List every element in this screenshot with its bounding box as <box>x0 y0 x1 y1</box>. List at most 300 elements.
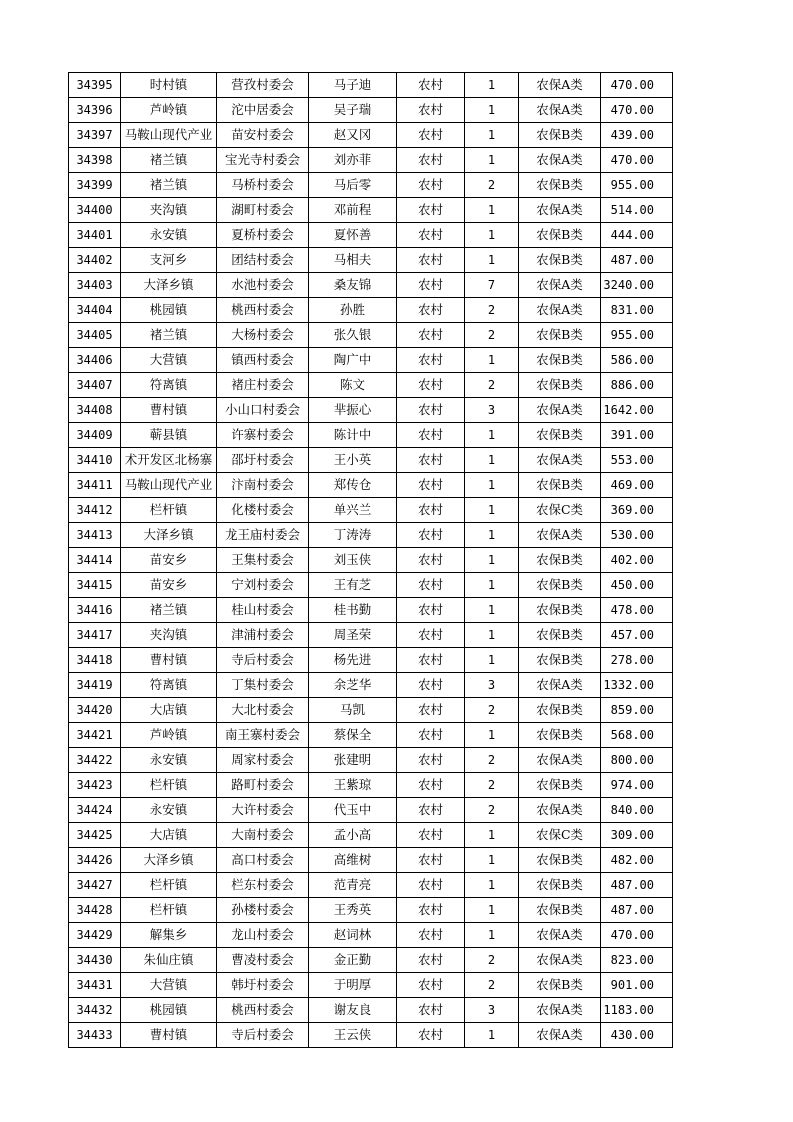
cell-person-name: 余芝华 <box>309 673 397 698</box>
cell-household-type: 农村 <box>397 798 465 823</box>
cell-insurance-category: 农保B类 <box>519 623 601 648</box>
cell-household-type: 农村 <box>397 548 465 573</box>
table-row <box>69 1023 673 1048</box>
cell-person-name: 谢友良 <box>309 998 397 1023</box>
cell-household-type: 农村 <box>397 848 465 873</box>
cell-village-committee: 大北村委会 <box>217 698 309 723</box>
cell-member-count: 2 <box>465 698 519 723</box>
cell-insurance-category: 农保B类 <box>519 698 601 723</box>
cell-member-count: 3 <box>465 998 519 1023</box>
cell-amount: 1332.00 <box>601 673 673 698</box>
cell-record-id: 34409 <box>69 423 121 448</box>
cell-member-count: 1 <box>465 923 519 948</box>
cell-record-id: 34408 <box>69 398 121 423</box>
cell-village-committee: 营孜村委会 <box>217 73 309 98</box>
table-row <box>69 998 673 1023</box>
table-row <box>69 973 673 998</box>
cell-insurance-category: 农保B类 <box>519 223 601 248</box>
cell-insurance-category: 农保B类 <box>519 123 601 148</box>
cell-town: 大营镇 <box>121 348 217 373</box>
cell-member-count: 2 <box>465 323 519 348</box>
cell-village-committee: 宝光寺村委会 <box>217 148 309 173</box>
table-row <box>69 748 673 773</box>
cell-household-type: 农村 <box>397 598 465 623</box>
table-row <box>69 448 673 473</box>
cell-village-committee: 邵圩村委会 <box>217 448 309 473</box>
cell-household-type: 农村 <box>397 298 465 323</box>
cell-amount: 831.00 <box>601 298 673 323</box>
cell-member-count: 1 <box>465 98 519 123</box>
cell-amount: 369.00 <box>601 498 673 523</box>
cell-person-name: 王有芝 <box>309 573 397 598</box>
cell-member-count: 1 <box>465 473 519 498</box>
cell-village-committee: 桂山村委会 <box>217 598 309 623</box>
table-row <box>69 223 673 248</box>
cell-record-id: 34405 <box>69 323 121 348</box>
table-row <box>69 423 673 448</box>
cell-insurance-category: 农保A类 <box>519 523 601 548</box>
cell-town: 符离镇 <box>121 673 217 698</box>
cell-village-committee: 龙山村委会 <box>217 923 309 948</box>
cell-town: 芦岭镇 <box>121 723 217 748</box>
cell-member-count: 1 <box>465 73 519 98</box>
cell-record-id: 34412 <box>69 498 121 523</box>
cell-member-count: 1 <box>465 348 519 373</box>
cell-household-type: 农村 <box>397 823 465 848</box>
cell-household-type: 农村 <box>397 148 465 173</box>
cell-amount: 391.00 <box>601 423 673 448</box>
cell-household-type: 农村 <box>397 898 465 923</box>
cell-village-committee: 镇西村委会 <box>217 348 309 373</box>
cell-village-committee: 大南村委会 <box>217 823 309 848</box>
cell-member-count: 3 <box>465 673 519 698</box>
table-row <box>69 248 673 273</box>
cell-amount: 469.00 <box>601 473 673 498</box>
cell-household-type: 农村 <box>397 123 465 148</box>
cell-member-count: 1 <box>465 223 519 248</box>
cell-village-committee: 团结村委会 <box>217 248 309 273</box>
cell-household-type: 农村 <box>397 973 465 998</box>
cell-insurance-category: 农保A类 <box>519 798 601 823</box>
cell-record-id: 34427 <box>69 873 121 898</box>
cell-person-name: 马凯 <box>309 698 397 723</box>
table-row <box>69 873 673 898</box>
cell-village-committee: 曹凌村委会 <box>217 948 309 973</box>
cell-town: 解集乡 <box>121 923 217 948</box>
table-row <box>69 323 673 348</box>
cell-household-type: 农村 <box>397 623 465 648</box>
cell-record-id: 34404 <box>69 298 121 323</box>
table-row <box>69 598 673 623</box>
cell-town: 大泽乡镇 <box>121 273 217 298</box>
cell-insurance-category: 农保B类 <box>519 173 601 198</box>
cell-household-type: 农村 <box>397 448 465 473</box>
cell-insurance-category: 农保B类 <box>519 648 601 673</box>
cell-household-type: 农村 <box>397 1023 465 1048</box>
cell-record-id: 34406 <box>69 348 121 373</box>
cell-village-committee: 高口村委会 <box>217 848 309 873</box>
cell-record-id: 34422 <box>69 748 121 773</box>
cell-amount: 800.00 <box>601 748 673 773</box>
cell-record-id: 34418 <box>69 648 121 673</box>
cell-record-id: 34421 <box>69 723 121 748</box>
table-row <box>69 148 673 173</box>
cell-household-type: 农村 <box>397 698 465 723</box>
cell-member-count: 1 <box>465 423 519 448</box>
cell-person-name: 赵又冈 <box>309 123 397 148</box>
table-row <box>69 773 673 798</box>
cell-amount: 450.00 <box>601 573 673 598</box>
cell-person-name: 于明厚 <box>309 973 397 998</box>
cell-record-id: 34398 <box>69 148 121 173</box>
cell-town: 栏杆镇 <box>121 898 217 923</box>
cell-person-name: 丁涛涛 <box>309 523 397 548</box>
cell-village-committee: 王集村委会 <box>217 548 309 573</box>
cell-record-id: 34417 <box>69 623 121 648</box>
cell-insurance-category: 农保B类 <box>519 598 601 623</box>
cell-record-id: 34433 <box>69 1023 121 1048</box>
cell-member-count: 1 <box>465 623 519 648</box>
cell-insurance-category: 农保C类 <box>519 823 601 848</box>
cell-town: 苗安乡 <box>121 573 217 598</box>
cell-insurance-category: 农保A类 <box>519 73 601 98</box>
cell-record-id: 34428 <box>69 898 121 923</box>
cell-record-id: 34397 <box>69 123 121 148</box>
cell-member-count: 1 <box>465 723 519 748</box>
cell-member-count: 1 <box>465 573 519 598</box>
cell-record-id: 34411 <box>69 473 121 498</box>
cell-insurance-category: 农保A类 <box>519 673 601 698</box>
cell-member-count: 2 <box>465 298 519 323</box>
cell-record-id: 34410 <box>69 448 121 473</box>
cell-person-name: 蔡保全 <box>309 723 397 748</box>
cell-village-committee: 路町村委会 <box>217 773 309 798</box>
cell-amount: 457.00 <box>601 623 673 648</box>
cell-member-count: 1 <box>465 598 519 623</box>
cell-insurance-category: 农保B类 <box>519 573 601 598</box>
cell-insurance-category: 农保B类 <box>519 898 601 923</box>
cell-person-name: 陈文 <box>309 373 397 398</box>
cell-town: 夹沟镇 <box>121 198 217 223</box>
cell-insurance-category: 农保B类 <box>519 723 601 748</box>
cell-town: 褚兰镇 <box>121 148 217 173</box>
cell-person-name: 桑友锦 <box>309 273 397 298</box>
cell-household-type: 农村 <box>397 998 465 1023</box>
cell-person-name: 赵词林 <box>309 923 397 948</box>
cell-record-id: 34426 <box>69 848 121 873</box>
cell-household-type: 农村 <box>397 398 465 423</box>
cell-person-name: 周圣荣 <box>309 623 397 648</box>
cell-village-committee: 大杨村委会 <box>217 323 309 348</box>
cell-record-id: 34414 <box>69 548 121 573</box>
cell-amount: 955.00 <box>601 173 673 198</box>
cell-village-committee: 寺后村委会 <box>217 1023 309 1048</box>
cell-member-count: 2 <box>465 373 519 398</box>
cell-insurance-category: 农保A类 <box>519 748 601 773</box>
cell-record-id: 34425 <box>69 823 121 848</box>
table-row <box>69 123 673 148</box>
cell-member-count: 1 <box>465 448 519 473</box>
cell-person-name: 王小英 <box>309 448 397 473</box>
cell-person-name: 代玉中 <box>309 798 397 823</box>
cell-town: 曹村镇 <box>121 648 217 673</box>
cell-household-type: 农村 <box>397 98 465 123</box>
cell-town: 永安镇 <box>121 798 217 823</box>
cell-village-committee: 苗安村委会 <box>217 123 309 148</box>
cell-town: 永安镇 <box>121 748 217 773</box>
cell-person-name: 王秀英 <box>309 898 397 923</box>
cell-insurance-category: 农保C类 <box>519 498 601 523</box>
cell-household-type: 农村 <box>397 948 465 973</box>
cell-household-type: 农村 <box>397 923 465 948</box>
table-row <box>69 548 673 573</box>
table-row <box>69 823 673 848</box>
cell-insurance-category: 农保B类 <box>519 348 601 373</box>
cell-amount: 553.00 <box>601 448 673 473</box>
cell-record-id: 34420 <box>69 698 121 723</box>
cell-amount: 1642.00 <box>601 398 673 423</box>
table-row <box>69 623 673 648</box>
cell-member-count: 2 <box>465 748 519 773</box>
cell-person-name: 刘玉侠 <box>309 548 397 573</box>
cell-person-name: 夏怀善 <box>309 223 397 248</box>
cell-town: 芦岭镇 <box>121 98 217 123</box>
cell-amount: 444.00 <box>601 223 673 248</box>
table-row <box>69 948 673 973</box>
cell-insurance-category: 农保B类 <box>519 773 601 798</box>
cell-person-name: 马相夫 <box>309 248 397 273</box>
cell-member-count: 1 <box>465 248 519 273</box>
cell-member-count: 1 <box>465 898 519 923</box>
cell-town: 蕲县镇 <box>121 423 217 448</box>
cell-village-committee: 褚庄村委会 <box>217 373 309 398</box>
cell-person-name: 张建明 <box>309 748 397 773</box>
cell-insurance-category: 农保A类 <box>519 273 601 298</box>
cell-household-type: 农村 <box>397 373 465 398</box>
cell-record-id: 34403 <box>69 273 121 298</box>
cell-town: 永安镇 <box>121 223 217 248</box>
cell-village-committee: 桃西村委会 <box>217 298 309 323</box>
cell-amount: 886.00 <box>601 373 673 398</box>
records-table <box>68 72 673 1048</box>
cell-household-type: 农村 <box>397 473 465 498</box>
cell-village-committee: 沱中居委会 <box>217 98 309 123</box>
cell-town: 朱仙庄镇 <box>121 948 217 973</box>
cell-town: 夹沟镇 <box>121 623 217 648</box>
cell-town: 苗安乡 <box>121 548 217 573</box>
cell-insurance-category: 农保A类 <box>519 148 601 173</box>
cell-amount: 470.00 <box>601 73 673 98</box>
cell-household-type: 农村 <box>397 173 465 198</box>
cell-village-committee: 孙楼村委会 <box>217 898 309 923</box>
cell-household-type: 农村 <box>397 673 465 698</box>
table-row <box>69 173 673 198</box>
cell-village-committee: 栏东村委会 <box>217 873 309 898</box>
cell-person-name: 芈振心 <box>309 398 397 423</box>
cell-record-id: 34396 <box>69 98 121 123</box>
table-row <box>69 698 673 723</box>
cell-amount: 478.00 <box>601 598 673 623</box>
table-row <box>69 898 673 923</box>
cell-insurance-category: 农保B类 <box>519 473 601 498</box>
table-row <box>69 398 673 423</box>
table-row <box>69 73 673 98</box>
cell-record-id: 34400 <box>69 198 121 223</box>
cell-household-type: 农村 <box>397 498 465 523</box>
cell-town: 褚兰镇 <box>121 323 217 348</box>
cell-person-name: 杨先进 <box>309 648 397 673</box>
cell-amount: 1183.00 <box>601 998 673 1023</box>
cell-town: 栏杆镇 <box>121 873 217 898</box>
cell-amount: 309.00 <box>601 823 673 848</box>
cell-amount: 430.00 <box>601 1023 673 1048</box>
cell-record-id: 34431 <box>69 973 121 998</box>
cell-household-type: 农村 <box>397 73 465 98</box>
cell-record-id: 34413 <box>69 523 121 548</box>
cell-amount: 840.00 <box>601 798 673 823</box>
cell-person-name: 王紫琼 <box>309 773 397 798</box>
table-row <box>69 348 673 373</box>
cell-town: 符离镇 <box>121 373 217 398</box>
cell-amount: 530.00 <box>601 523 673 548</box>
cell-village-committee: 大许村委会 <box>217 798 309 823</box>
cell-village-committee: 湖町村委会 <box>217 198 309 223</box>
cell-member-count: 1 <box>465 548 519 573</box>
cell-member-count: 1 <box>465 848 519 873</box>
cell-person-name: 范青亮 <box>309 873 397 898</box>
cell-person-name: 单兴兰 <box>309 498 397 523</box>
cell-record-id: 34415 <box>69 573 121 598</box>
cell-household-type: 农村 <box>397 748 465 773</box>
cell-town: 大店镇 <box>121 823 217 848</box>
cell-amount: 974.00 <box>601 773 673 798</box>
cell-town: 曹村镇 <box>121 1023 217 1048</box>
cell-town: 褚兰镇 <box>121 598 217 623</box>
cell-village-committee: 津浦村委会 <box>217 623 309 648</box>
cell-amount: 278.00 <box>601 648 673 673</box>
cell-member-count: 2 <box>465 948 519 973</box>
cell-amount: 482.00 <box>601 848 673 873</box>
cell-village-committee: 马桥村委会 <box>217 173 309 198</box>
cell-amount: 901.00 <box>601 973 673 998</box>
cell-insurance-category: 农保A类 <box>519 948 601 973</box>
cell-town: 大营镇 <box>121 973 217 998</box>
cell-town: 术开发区北杨寨 <box>121 448 217 473</box>
cell-household-type: 农村 <box>397 348 465 373</box>
cell-amount: 955.00 <box>601 323 673 348</box>
table-row <box>69 798 673 823</box>
cell-amount: 470.00 <box>601 923 673 948</box>
cell-insurance-category: 农保B类 <box>519 548 601 573</box>
cell-person-name: 金正勤 <box>309 948 397 973</box>
cell-member-count: 1 <box>465 148 519 173</box>
cell-village-committee: 化楼村委会 <box>217 498 309 523</box>
cell-amount: 586.00 <box>601 348 673 373</box>
cell-member-count: 1 <box>465 823 519 848</box>
cell-town: 桃园镇 <box>121 998 217 1023</box>
cell-village-committee: 桃西村委会 <box>217 998 309 1023</box>
cell-record-id: 34395 <box>69 73 121 98</box>
cell-record-id: 34402 <box>69 248 121 273</box>
table-row <box>69 373 673 398</box>
table-body <box>69 73 673 1048</box>
cell-member-count: 1 <box>465 198 519 223</box>
cell-town: 马鞍山现代产业 <box>121 473 217 498</box>
cell-insurance-category: 农保A类 <box>519 198 601 223</box>
cell-village-committee: 丁集村委会 <box>217 673 309 698</box>
cell-village-committee: 许寨村委会 <box>217 423 309 448</box>
cell-household-type: 农村 <box>397 223 465 248</box>
cell-town: 曹村镇 <box>121 398 217 423</box>
cell-town: 褚兰镇 <box>121 173 217 198</box>
cell-town: 支河乡 <box>121 248 217 273</box>
cell-insurance-category: 农保A类 <box>519 448 601 473</box>
cell-amount: 487.00 <box>601 248 673 273</box>
cell-household-type: 农村 <box>397 773 465 798</box>
cell-member-count: 1 <box>465 523 519 548</box>
table-row <box>69 498 673 523</box>
cell-person-name: 孟小高 <box>309 823 397 848</box>
cell-insurance-category: 农保B类 <box>519 973 601 998</box>
cell-member-count: 2 <box>465 973 519 998</box>
cell-village-committee: 龙王庙村委会 <box>217 523 309 548</box>
table-row <box>69 848 673 873</box>
cell-member-count: 1 <box>465 498 519 523</box>
cell-amount: 3240.00 <box>601 273 673 298</box>
cell-member-count: 7 <box>465 273 519 298</box>
cell-town: 大店镇 <box>121 698 217 723</box>
cell-insurance-category: 农保A类 <box>519 298 601 323</box>
cell-household-type: 农村 <box>397 648 465 673</box>
cell-record-id: 34432 <box>69 998 121 1023</box>
cell-insurance-category: 农保B类 <box>519 323 601 348</box>
cell-village-committee: 南王寨村委会 <box>217 723 309 748</box>
cell-record-id: 34401 <box>69 223 121 248</box>
cell-amount: 470.00 <box>601 98 673 123</box>
cell-town: 马鞍山现代产业 <box>121 123 217 148</box>
cell-record-id: 34407 <box>69 373 121 398</box>
cell-household-type: 农村 <box>397 523 465 548</box>
table-row <box>69 298 673 323</box>
cell-person-name: 马后零 <box>309 173 397 198</box>
cell-amount: 439.00 <box>601 123 673 148</box>
cell-record-id: 34399 <box>69 173 121 198</box>
cell-town: 大泽乡镇 <box>121 523 217 548</box>
cell-amount: 514.00 <box>601 198 673 223</box>
cell-member-count: 2 <box>465 773 519 798</box>
cell-member-count: 2 <box>465 798 519 823</box>
cell-household-type: 农村 <box>397 873 465 898</box>
cell-amount: 487.00 <box>601 873 673 898</box>
cell-town: 时村镇 <box>121 73 217 98</box>
cell-person-name: 吴子瑞 <box>309 98 397 123</box>
cell-insurance-category: 农保B类 <box>519 248 601 273</box>
cell-member-count: 1 <box>465 1023 519 1048</box>
cell-village-committee: 夏桥村委会 <box>217 223 309 248</box>
table-row <box>69 98 673 123</box>
cell-amount: 823.00 <box>601 948 673 973</box>
cell-person-name: 孙胜 <box>309 298 397 323</box>
cell-insurance-category: 农保B类 <box>519 423 601 448</box>
cell-village-committee: 寺后村委会 <box>217 648 309 673</box>
cell-insurance-category: 农保B类 <box>519 873 601 898</box>
table-row <box>69 523 673 548</box>
cell-village-committee: 宁刘村委会 <box>217 573 309 598</box>
cell-village-committee: 小山口村委会 <box>217 398 309 423</box>
cell-member-count: 2 <box>465 173 519 198</box>
cell-member-count: 1 <box>465 648 519 673</box>
cell-amount: 402.00 <box>601 548 673 573</box>
